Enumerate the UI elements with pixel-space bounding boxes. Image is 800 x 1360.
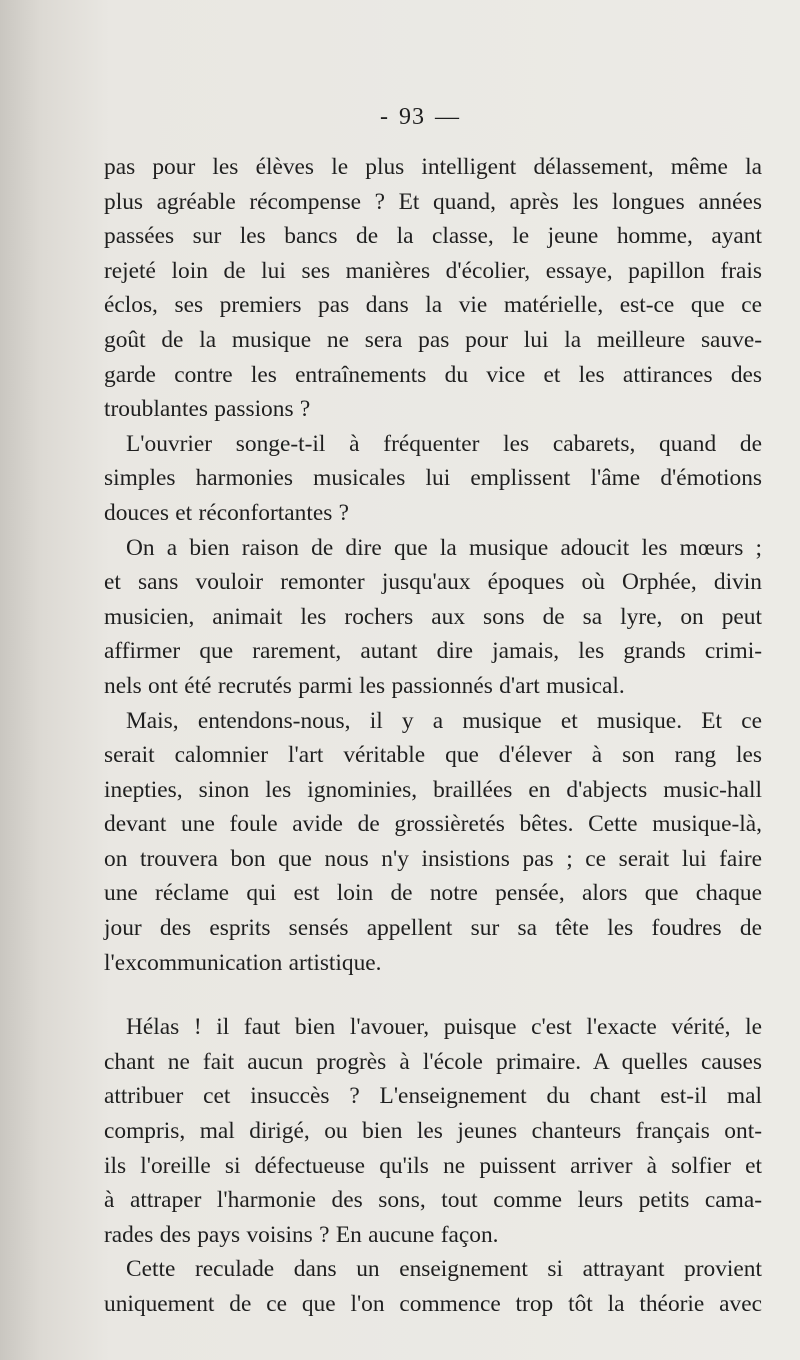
text-line: On a bien raison de dire que la musique adoucit les mœurs ; bbox=[126, 534, 762, 561]
text-line: inepties, sinon les ignominies, braillées en d'abjects music-hall bbox=[104, 776, 762, 803]
section-gap bbox=[104, 980, 762, 1010]
body-text bbox=[104, 150, 762, 1322]
text-line: garde contre les entraînements du vice et les attirances des bbox=[104, 361, 762, 388]
text-line: douces et réconfortantes ? bbox=[104, 499, 350, 526]
text-line: goût de la musique ne sera pas pour lui la meilleure sauve- bbox=[104, 326, 762, 353]
page-number-value: 93 bbox=[399, 104, 425, 130]
text-line: ils l'oreille si défectueuse qu'ils ne puissent arriver à solfier et bbox=[104, 1152, 762, 1179]
text-line: passées sur les bancs de la classe, le jeune homme, ayant bbox=[104, 223, 762, 250]
page-number: - 93 — bbox=[380, 104, 460, 130]
text-line: attribuer cet insuccès ? L'enseignement du chant est-il mal bbox=[104, 1083, 762, 1110]
text-line: plus agréable récompense ? Et quand, après les longues années bbox=[104, 188, 762, 215]
text-line: l'excommunication artistique. bbox=[104, 949, 382, 976]
text-line: une réclame qui est loin de notre pensée, alors que chaque bbox=[104, 880, 762, 907]
paragraph bbox=[104, 427, 762, 531]
text-line: L'ouvrier songe-t-il à fréquenter les cabarets, quand de bbox=[126, 430, 762, 457]
text-line: et sans vouloir remonter jusqu'aux époques où Orphée, divin bbox=[104, 569, 762, 596]
text-line: jour des esprits sensés appellent sur sa tête les foudres de bbox=[104, 915, 762, 942]
text-line: serait calomnier l'art véritable que d'élever à son rang les bbox=[104, 742, 762, 769]
text-line: musicien, animait les rochers aux sons de sa lyre, on peut bbox=[104, 603, 762, 630]
text-line: éclos, ses premiers pas dans la vie matérielle, est-ce que ce bbox=[104, 292, 762, 319]
paragraph bbox=[104, 704, 762, 981]
text-line: chant ne fait aucun progrès à l'école primaire. A quelles causes bbox=[104, 1048, 762, 1075]
text-line: pas pour les élèves le plus intelligent délassement, même la bbox=[104, 154, 762, 180]
text-line: simples harmonies musicales lui emplissent l'âme d'émotions bbox=[104, 465, 762, 492]
text-line: uniquement de ce que l'on commence trop tôt la théorie avec bbox=[104, 1291, 762, 1317]
text-line: devant une foule avide de grossièretés bêtes. Cette musique-là, bbox=[104, 811, 762, 838]
text-line: nels ont été recrutés parmi les passionnés d'art musical. bbox=[104, 672, 625, 699]
text-line: affirmer que rarement, autant dire jamais, les grands crimi- bbox=[104, 638, 762, 665]
text-line: Mais, entendons-nous, il y a musique et musique. Et ce bbox=[126, 707, 762, 734]
text-line: on trouvera bon que nous n'y insistions pas ; ce serait lui faire bbox=[104, 845, 762, 872]
text-line: Hélas ! il faut bien l'avouer, puisque c'est l'exacte vérité, le bbox=[126, 1014, 762, 1041]
paragraph bbox=[104, 150, 762, 427]
paragraph bbox=[104, 1252, 762, 1321]
text-line: rades des pays voisins ? En aucune façon. bbox=[104, 1221, 499, 1248]
paragraph bbox=[104, 531, 762, 704]
text-line: troublantes passions ? bbox=[104, 396, 311, 423]
text-line: compris, mal dirigé, ou bien les jeunes chanteurs français ont- bbox=[104, 1118, 762, 1145]
text-line: rejeté loin de lui ses manières d'écolier, essaye, papillon frais bbox=[104, 257, 762, 284]
text-line: à attraper l'harmonie des sons, tout comme leurs petits cama- bbox=[104, 1187, 762, 1214]
paragraph bbox=[104, 1010, 762, 1252]
text-line: Cette reculade dans un enseignement si attrayant provient bbox=[126, 1256, 762, 1283]
